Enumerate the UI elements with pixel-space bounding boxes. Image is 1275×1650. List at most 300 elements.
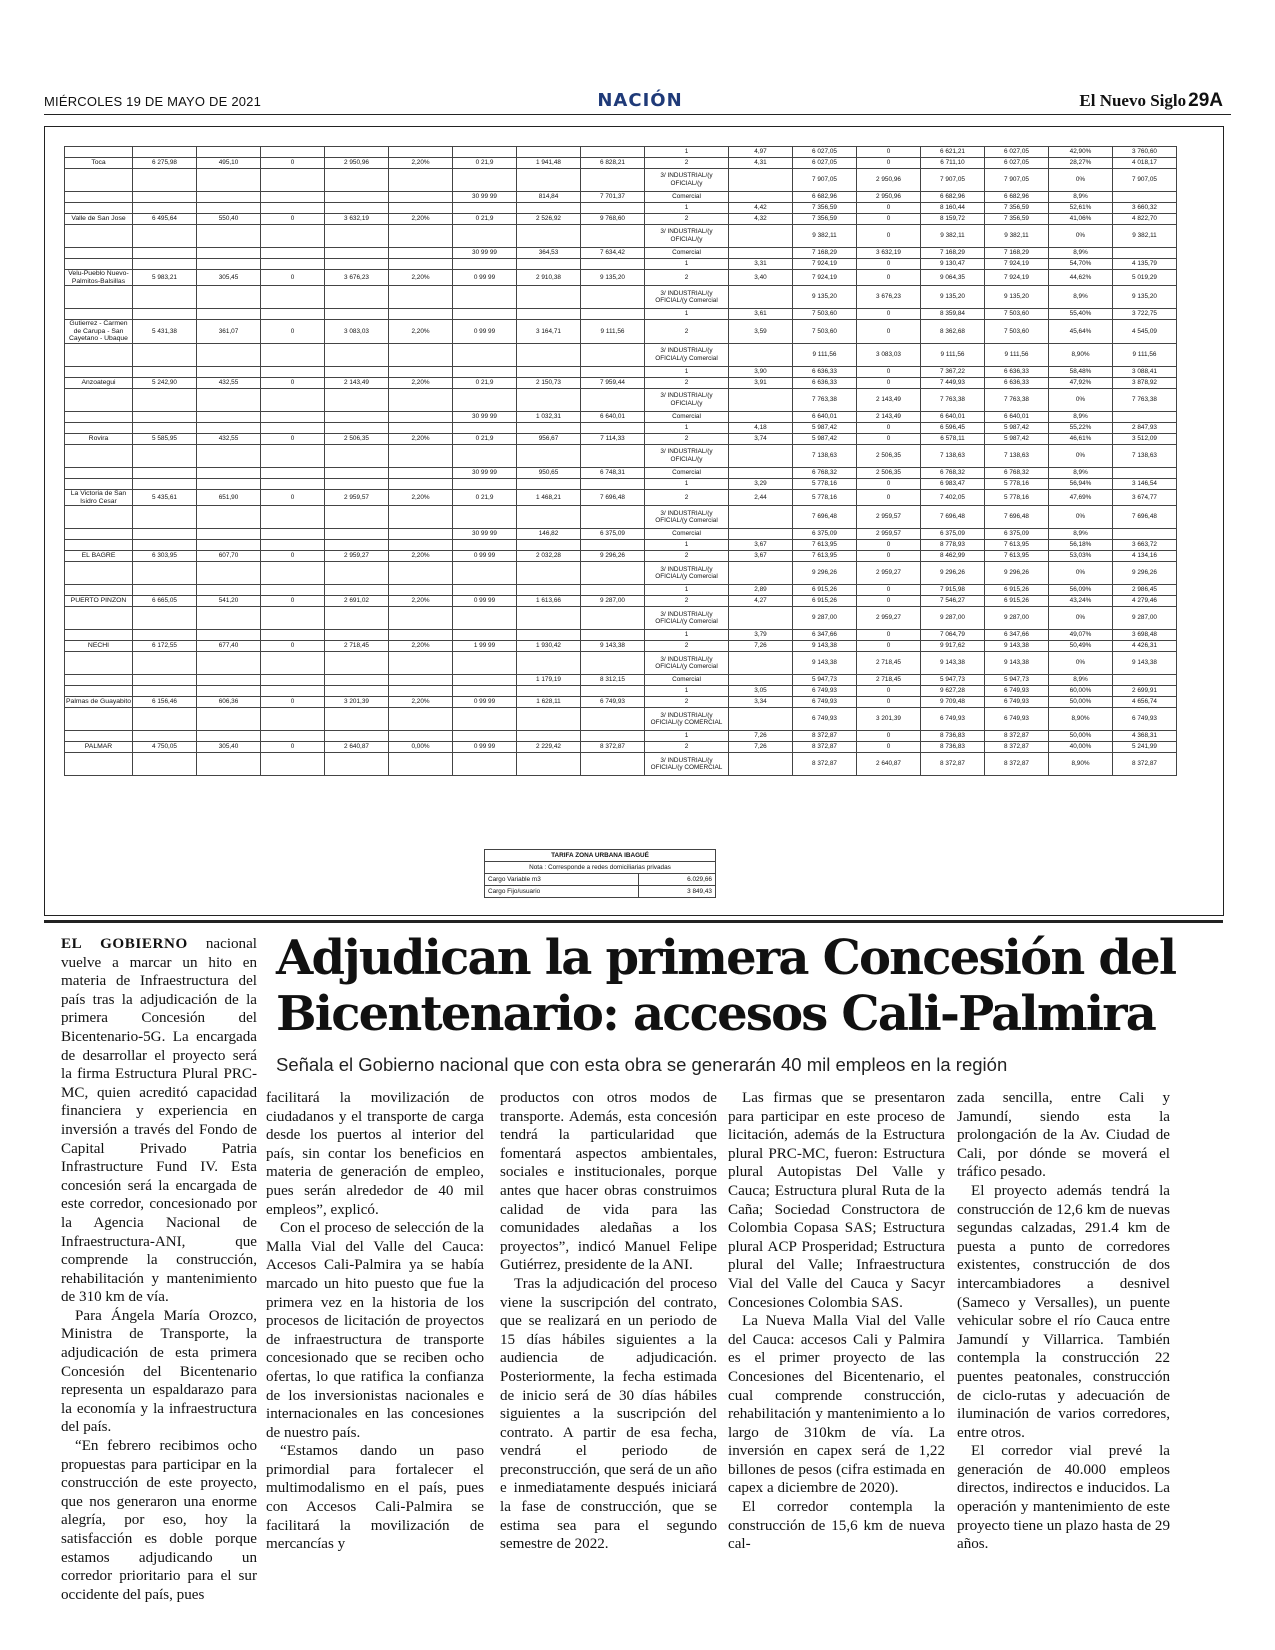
table-cell <box>517 259 581 270</box>
table-cell: 7 064,79 <box>921 630 985 641</box>
table-cell <box>581 753 645 776</box>
table-cell: 7 356,59 <box>793 214 857 225</box>
table-cell: 1 032,31 <box>517 411 581 422</box>
table-cell <box>133 540 197 551</box>
table-cell: 7 763,38 <box>793 388 857 411</box>
table-cell: 8 372,87 <box>985 731 1049 742</box>
ibague-row-value: 3 849,43 <box>639 886 716 898</box>
table-row <box>65 708 1177 731</box>
table-cell: 950,65 <box>517 467 581 478</box>
table-cell <box>65 203 133 214</box>
table-cell: NECHI <box>65 641 133 652</box>
table-cell: Comercial <box>645 192 729 203</box>
table-cell: 5 778,16 <box>793 478 857 489</box>
table-cell <box>65 607 133 630</box>
table-cell <box>453 147 517 158</box>
paragraph-text: nacional vuelve a marcar un hito en materia de Infraestructura del país tras la adjudicación de la primera Concesión del Bicentenario-5G. La encargada de desarrollar el proyecto será la firma Estructura Plural PRC-MC, quien acreditó capacidad financiera y experiencia en inversión a través del Fondo de Capital Privado Patria Infrastructure Fund IV. Esta concesión será la encargada de este corredor, concesionado por la Agencia Nacional de Infraestructura-ANI, que comprende la construcción, rehabilitación y mantenimiento de 310 km de vía. <box>61 936 257 1306</box>
table-cell: 0% <box>1049 506 1113 529</box>
table-cell <box>197 540 261 551</box>
table-cell: 432,55 <box>197 433 261 444</box>
table-cell: 0 <box>857 203 921 214</box>
newspaper-brand <box>1079 90 1223 112</box>
article-paragraph: Para Ángela María Orozco, Ministra de Transporte, la adjudicación de esta primera Concesión del Bicentenario representa un espaldarazo para la economía y la infraestructura del país. <box>61 1307 257 1436</box>
table-cell <box>517 366 581 377</box>
table-cell: 0 <box>261 214 325 225</box>
table-cell: 3 722,75 <box>1113 309 1177 320</box>
table-cell: 361,07 <box>197 320 261 344</box>
table-cell <box>729 286 793 309</box>
table-cell <box>581 309 645 320</box>
table-cell <box>261 562 325 585</box>
table-cell: 9 296,26 <box>581 551 645 562</box>
table-cell: 4,97 <box>729 147 793 158</box>
table-cell <box>197 731 261 742</box>
table-cell: 6 027,05 <box>793 147 857 158</box>
table-cell: 6 768,32 <box>793 467 857 478</box>
table-cell <box>389 444 453 467</box>
table-cell: 6 749,93 <box>985 708 1049 731</box>
table-cell: 0% <box>1049 388 1113 411</box>
article-paragraph: El proyecto además tendrá la construcción de 12,6 km de nuevas segundas calzadas, 291.4 km de puesta a punto de corredores existentes, construcción de dos intercambiadores a desnivel (Sameco y Versalles), un puente vehicular sobre el río Cauca entre Jamundí y Villarrica. También contempla la construcción 22 puentes peatonales, construcción de ciclo-rutas y adecuación de iluminación de varios corredores, entre otros. <box>957 1182 1170 1441</box>
table-cell <box>581 652 645 675</box>
table-cell <box>517 444 581 467</box>
table-cell <box>133 203 197 214</box>
table-cell <box>133 478 197 489</box>
brand-name: El Nuevo Siglo <box>1079 91 1187 110</box>
table-cell: 0% <box>1049 652 1113 675</box>
article-column-5 <box>957 1089 1170 1554</box>
table-cell <box>133 225 197 248</box>
table-cell: 9 709,48 <box>921 697 985 708</box>
table-cell: 1 179,19 <box>517 675 581 686</box>
table-cell: 2,20% <box>389 214 453 225</box>
table-cell: 0 <box>857 540 921 551</box>
table-cell <box>517 686 581 697</box>
table-cell <box>581 422 645 433</box>
table-cell: 2 959,27 <box>857 562 921 585</box>
table-cell: 3 878,92 <box>1113 377 1177 388</box>
table-cell <box>261 630 325 641</box>
table-cell: EL BAGRE <box>65 551 133 562</box>
table-cell: 8,9% <box>1049 529 1113 540</box>
table-cell: 0% <box>1049 562 1113 585</box>
table-cell: Rovira <box>65 433 133 444</box>
table-cell: 6 768,32 <box>921 467 985 478</box>
table-cell <box>389 753 453 776</box>
table-cell: 5 778,16 <box>985 478 1049 489</box>
table-cell <box>389 248 453 259</box>
table-row <box>65 753 1177 776</box>
table-cell <box>517 506 581 529</box>
table-cell: 4,42 <box>729 203 793 214</box>
table-cell <box>261 467 325 478</box>
table-cell: 0 21,9 <box>453 214 517 225</box>
table-cell: 7 613,95 <box>985 551 1049 562</box>
table-cell: 8,90% <box>1049 753 1113 776</box>
table-cell <box>581 540 645 551</box>
table-cell: 0 <box>261 158 325 169</box>
table-cell: 495,10 <box>197 158 261 169</box>
table-cell: 0 <box>857 596 921 607</box>
table-cell: 4 134,16 <box>1113 551 1177 562</box>
table-cell <box>261 708 325 731</box>
table-cell: 9 382,11 <box>1113 225 1177 248</box>
table-cell: 8 372,87 <box>793 731 857 742</box>
table-cell: 2 150,73 <box>517 377 581 388</box>
table-cell: 7 168,29 <box>921 248 985 259</box>
table-cell <box>517 540 581 551</box>
table-cell: 0 <box>857 433 921 444</box>
table-cell: 6 749,93 <box>985 686 1049 697</box>
table-row <box>65 444 1177 467</box>
table-cell: 6 749,93 <box>793 686 857 697</box>
table-cell: 2 950,96 <box>325 158 389 169</box>
table-cell: 3/ INDUSTRIAL/(y OFICIAL/(y COMERCIAL <box>645 708 729 731</box>
table-cell: 3 676,23 <box>857 286 921 309</box>
table-cell: 52,61% <box>1049 203 1113 214</box>
table-cell: 9 382,11 <box>793 225 857 248</box>
table-cell: 6 665,05 <box>133 596 197 607</box>
table-cell: 305,45 <box>197 270 261 286</box>
tariff-table <box>64 146 1177 776</box>
table-cell: Gutierrez - Carmen de Carupa - San Cayetano - Ubaque <box>65 320 133 344</box>
table-cell <box>453 259 517 270</box>
table-cell <box>325 529 389 540</box>
table-cell: 814,84 <box>517 192 581 203</box>
table-cell: 9 135,20 <box>793 286 857 309</box>
table-cell <box>197 675 261 686</box>
table-cell: 6 682,96 <box>793 192 857 203</box>
table-cell: 3 698,48 <box>1113 630 1177 641</box>
table-cell <box>729 411 793 422</box>
table-cell: 7 924,19 <box>793 259 857 270</box>
table-row <box>65 596 1177 607</box>
table-cell <box>261 192 325 203</box>
table-cell <box>1113 467 1177 478</box>
table-cell: 6 172,55 <box>133 641 197 652</box>
table-cell <box>581 478 645 489</box>
table-cell: 432,55 <box>197 377 261 388</box>
table-cell <box>1113 411 1177 422</box>
table-cell: 2 699,91 <box>1113 686 1177 697</box>
table-cell: 3 201,39 <box>857 708 921 731</box>
table-cell <box>133 652 197 675</box>
table-cell <box>197 169 261 192</box>
table-cell: 1 628,11 <box>517 697 581 708</box>
table-cell <box>197 652 261 675</box>
table-cell: 2,20% <box>389 551 453 562</box>
table-cell: 550,40 <box>197 214 261 225</box>
table-cell: 6 749,93 <box>793 697 857 708</box>
table-row <box>65 540 1177 551</box>
table-cell: 2,20% <box>389 641 453 652</box>
table-cell: 1 <box>645 540 729 551</box>
table-cell: 9 287,00 <box>985 607 1049 630</box>
table-cell: 0 <box>857 225 921 248</box>
table-cell: 7 696,48 <box>793 506 857 529</box>
table-cell: 7 634,42 <box>581 248 645 259</box>
table-cell <box>65 585 133 596</box>
table-cell <box>581 366 645 377</box>
lead-in: EL GOBIERNO <box>61 936 188 952</box>
table-cell: 6 303,95 <box>133 551 197 562</box>
table-cell <box>325 540 389 551</box>
table-cell: 0 <box>857 259 921 270</box>
table-cell <box>517 286 581 309</box>
table-cell: 8 372,87 <box>581 742 645 753</box>
table-cell <box>261 529 325 540</box>
table-cell: 2 526,92 <box>517 214 581 225</box>
table-cell: 7 114,33 <box>581 433 645 444</box>
table-cell: 5 778,16 <box>793 489 857 505</box>
table-cell <box>453 225 517 248</box>
table-cell: 2 229,42 <box>517 742 581 753</box>
table-cell <box>729 675 793 686</box>
table-cell: 8 359,84 <box>921 309 985 320</box>
table-cell <box>389 286 453 309</box>
table-row <box>65 366 1177 377</box>
table-row <box>65 478 1177 489</box>
table-row <box>65 203 1177 214</box>
table-cell: 9 111,56 <box>1113 343 1177 366</box>
table-row <box>65 607 1177 630</box>
table-cell: 7 367,22 <box>921 366 985 377</box>
table-cell <box>389 675 453 686</box>
table-cell <box>133 309 197 320</box>
table-cell: 0 <box>261 641 325 652</box>
table-cell: 5 242,90 <box>133 377 197 388</box>
table-cell: 2 718,45 <box>325 641 389 652</box>
table-cell <box>197 630 261 641</box>
table-cell <box>133 467 197 478</box>
table-cell: 2 506,35 <box>857 444 921 467</box>
table-cell: 7 763,38 <box>921 388 985 411</box>
table-cell: 4 750,05 <box>133 742 197 753</box>
table-cell <box>197 225 261 248</box>
table-cell: 0 <box>857 147 921 158</box>
table-cell: 5 585,95 <box>133 433 197 444</box>
table-cell: 9 627,28 <box>921 686 985 697</box>
table-cell: 2 <box>645 214 729 225</box>
table-cell: 55,22% <box>1049 422 1113 433</box>
table-cell <box>133 630 197 641</box>
table-cell: 3/ INDUSTRIAL/(y OFICIAL/(y <box>645 169 729 192</box>
table-cell: 606,36 <box>197 697 261 708</box>
table-cell <box>197 248 261 259</box>
table-cell <box>133 192 197 203</box>
table-cell <box>453 506 517 529</box>
table-cell: 0 <box>857 366 921 377</box>
table-cell: 3,90 <box>729 366 793 377</box>
table-cell <box>65 248 133 259</box>
table-cell <box>729 192 793 203</box>
table-cell <box>325 169 389 192</box>
table-cell <box>325 388 389 411</box>
table-cell <box>133 675 197 686</box>
table-cell: 2 143,49 <box>857 388 921 411</box>
table-cell: 0 21,9 <box>453 489 517 505</box>
table-cell: 7 763,38 <box>1113 388 1177 411</box>
table-cell <box>581 607 645 630</box>
table-row <box>65 562 1177 585</box>
table-cell: Valle de San Jose <box>65 214 133 225</box>
table-cell <box>133 366 197 377</box>
table-cell <box>729 506 793 529</box>
table-cell <box>1113 248 1177 259</box>
table-cell: 146,82 <box>517 529 581 540</box>
table-row <box>65 286 1177 309</box>
table-cell <box>65 366 133 377</box>
table-cell: 0 99 99 <box>453 742 517 753</box>
table-cell <box>1113 529 1177 540</box>
table-cell: 0 <box>857 630 921 641</box>
table-cell <box>325 343 389 366</box>
table-cell <box>133 753 197 776</box>
table-cell <box>325 652 389 675</box>
table-cell <box>65 388 133 411</box>
table-cell: 7 907,05 <box>793 169 857 192</box>
table-cell <box>197 686 261 697</box>
table-cell <box>581 147 645 158</box>
table-cell: 2 <box>645 742 729 753</box>
table-cell <box>325 192 389 203</box>
table-cell: 3 632,19 <box>325 214 389 225</box>
table-cell <box>65 562 133 585</box>
table-cell <box>65 286 133 309</box>
table-cell: 8,9% <box>1049 192 1113 203</box>
table-cell <box>197 388 261 411</box>
table-cell: 0 <box>261 489 325 505</box>
table-cell <box>453 540 517 551</box>
table-cell: 3/ INDUSTRIAL/(y OFICIAL/(y <box>645 444 729 467</box>
table-cell: 3 674,77 <box>1113 489 1177 505</box>
table-cell: 50,00% <box>1049 731 1113 742</box>
table-cell: 49,07% <box>1049 630 1113 641</box>
table-cell: 0 <box>261 433 325 444</box>
table-cell: 1 468,21 <box>517 489 581 505</box>
table-cell <box>65 478 133 489</box>
table-cell: 45,64% <box>1049 320 1113 344</box>
table-cell <box>133 286 197 309</box>
table-cell: 2 959,27 <box>325 551 389 562</box>
table-cell: 2 691,02 <box>325 596 389 607</box>
table-cell <box>133 444 197 467</box>
table-cell: 3,67 <box>729 540 793 551</box>
table-cell: 30 99 99 <box>453 192 517 203</box>
table-row <box>65 411 1177 422</box>
table-cell <box>261 411 325 422</box>
table-cell <box>389 388 453 411</box>
table-cell <box>325 248 389 259</box>
table-cell: 8 372,87 <box>985 742 1049 753</box>
table-cell: 55,40% <box>1049 309 1113 320</box>
table-cell <box>133 147 197 158</box>
table-cell: 6 621,21 <box>921 147 985 158</box>
table-cell <box>325 753 389 776</box>
table-cell: 3 083,03 <box>857 343 921 366</box>
table-cell <box>133 388 197 411</box>
table-cell <box>453 675 517 686</box>
table-cell <box>453 422 517 433</box>
table-cell: 0 <box>261 697 325 708</box>
table-cell: 0,00% <box>389 742 453 753</box>
table-cell: 4 545,09 <box>1113 320 1177 344</box>
table-cell: 9 064,35 <box>921 270 985 286</box>
table-cell <box>453 630 517 641</box>
table-cell: 60,00% <box>1049 686 1113 697</box>
table-cell: 3/ INDUSTRIAL/(y OFICIAL/(y Comercial <box>645 506 729 529</box>
table-cell: 9 287,00 <box>581 596 645 607</box>
table-cell <box>325 675 389 686</box>
table-cell <box>453 343 517 366</box>
table-cell <box>453 388 517 411</box>
table-row <box>65 742 1177 753</box>
table-cell: 9 296,26 <box>793 562 857 585</box>
table-cell <box>325 309 389 320</box>
table-row <box>65 422 1177 433</box>
table-cell: 3,61 <box>729 309 793 320</box>
ibague-row-label: Cargo Variable m3 <box>485 874 639 886</box>
table-cell: Comercial <box>645 411 729 422</box>
table-cell <box>65 467 133 478</box>
table-cell: 6 711,10 <box>921 158 985 169</box>
table-cell: 4,18 <box>729 422 793 433</box>
table-cell: 6 915,26 <box>985 596 1049 607</box>
table-cell: Comercial <box>645 529 729 540</box>
table-cell: 2,89 <box>729 585 793 596</box>
article-paragraph: Las firmas que se presentaron para participar en este proceso de licitación, además de la Estructura plural PRC-MC, fueron: Estructura plural Autopistas Del Valle y Cauca; Estructura plural Ruta de la Caña; Sociedad Constructora de Colombia Copasa SAS; Estructura plural ACP Prosperidad; Estructura plural del Valle; Infraestructura Vial del Valle del Cauca y Sacyr Concesiones Colombia SAS. <box>728 1090 945 1311</box>
table-cell: 3,74 <box>729 433 793 444</box>
table-cell: 1 <box>645 585 729 596</box>
table-cell <box>389 192 453 203</box>
table-cell: 1 941,48 <box>517 158 581 169</box>
article-paragraph: Tras la adjudicación del proceso viene la suscripción del contrato, que se realizará en un periodo de 15 días hábiles siguientes a la audiencia de adjudicación. Posteriormente, la fecha estimada de inicio será de 30 días hábiles siguientes a la suscripción del contrato. A partir de esa fecha, vendrá el periodo de preconstrucción, que será de un año e inmediatamente después iniciará la fase de construcción, que se estima sea para el segundo semestre de 2022. <box>500 1275 717 1553</box>
table-cell <box>729 248 793 259</box>
table-cell: 2 959,27 <box>857 607 921 630</box>
table-row <box>65 551 1177 562</box>
table-cell: 9 296,26 <box>985 562 1049 585</box>
table-cell: 3 201,39 <box>325 697 389 708</box>
table-cell: 1 <box>645 731 729 742</box>
table-cell <box>261 286 325 309</box>
table-cell: 5 947,73 <box>921 675 985 686</box>
table-cell: 6 749,93 <box>581 697 645 708</box>
table-cell: 9 135,20 <box>985 286 1049 309</box>
table-cell <box>65 147 133 158</box>
table-cell: 7 138,63 <box>921 444 985 467</box>
table-cell: 6 682,96 <box>985 192 1049 203</box>
table-cell: 56,94% <box>1049 478 1113 489</box>
table-cell <box>389 478 453 489</box>
table-cell: 6 682,96 <box>921 192 985 203</box>
table-cell: 50,00% <box>1049 697 1113 708</box>
table-cell: 5 947,73 <box>985 675 1049 686</box>
table-cell: 1 <box>645 686 729 697</box>
table-row <box>65 388 1177 411</box>
table-cell: 7 924,19 <box>985 259 1049 270</box>
table-cell: 9 287,00 <box>921 607 985 630</box>
article-paragraph: El corredor contempla la construcción de 15,6 km de nueva cal- <box>728 1499 945 1553</box>
table-cell: 7 503,60 <box>793 309 857 320</box>
table-cell <box>197 411 261 422</box>
table-cell: 6 636,33 <box>793 377 857 388</box>
table-cell: 9 130,47 <box>921 259 985 270</box>
table-cell: 30 99 99 <box>453 467 517 478</box>
table-cell: 6 495,64 <box>133 214 197 225</box>
table-cell: 6 636,33 <box>985 366 1049 377</box>
table-cell <box>517 731 581 742</box>
table-cell: 6 640,01 <box>793 411 857 422</box>
